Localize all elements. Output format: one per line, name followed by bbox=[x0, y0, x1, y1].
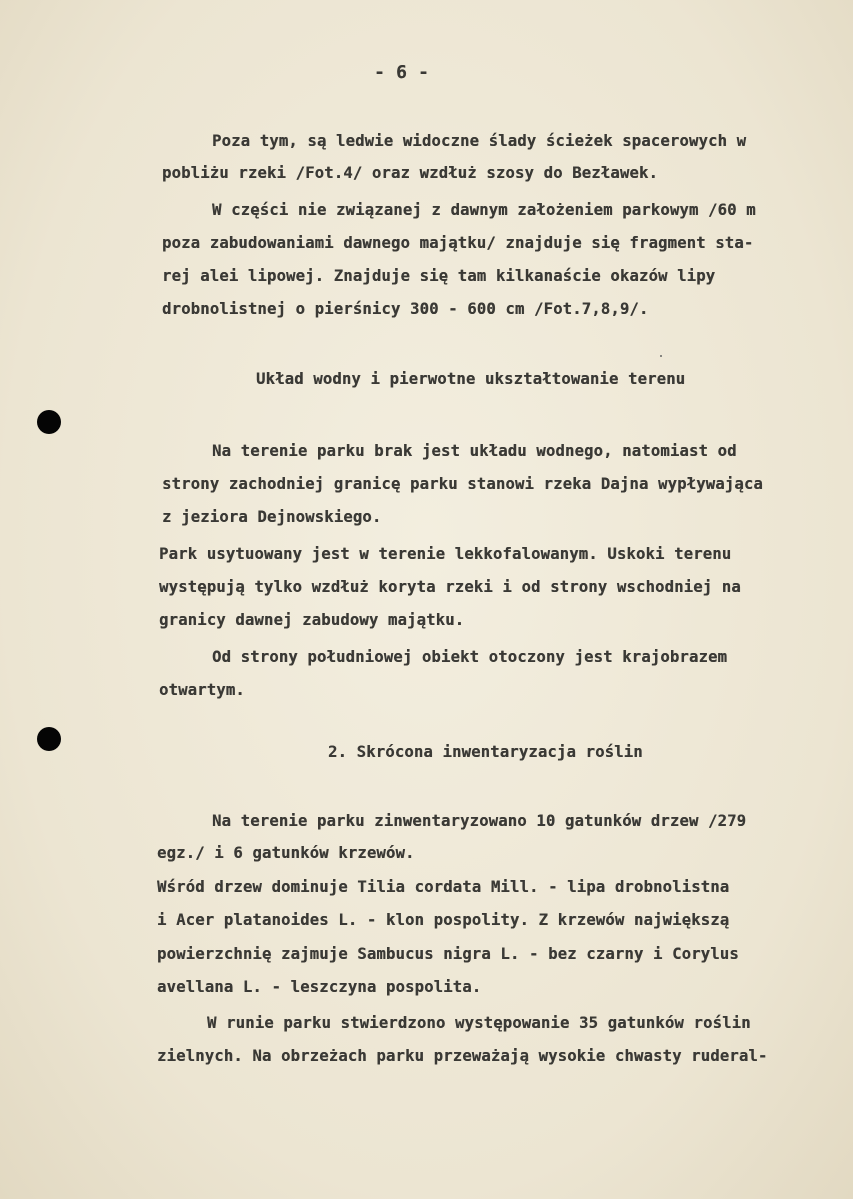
text-line: Poza tym, są ledwie widoczne ślady ścieżek spacerowych w bbox=[212, 132, 747, 150]
text-line: i Acer platanoides L. - klon pospolity. Z krzewów największą bbox=[157, 911, 730, 929]
text-line: drobnolistnej o pierśnicy 300 - 600 cm /Fot.7,8,9/. bbox=[162, 300, 649, 318]
text-line: zielnych. Na obrzeżach parku przeważają wysokie chwasty ruderal- bbox=[157, 1047, 768, 1065]
text-line: W części nie związanej z dawnym założeniem parkowym /60 m bbox=[212, 201, 756, 219]
text-line: z jeziora Dejnowskiego. bbox=[162, 508, 382, 526]
text-line: występują tylko wzdłuż koryta rzeki i od strony wschodniej na bbox=[159, 578, 741, 596]
text-line: poza zabudowaniami dawnego majątku/ znajduje się fragment sta- bbox=[162, 234, 754, 252]
section-heading: Układ wodny i pierwotne ukształtowanie terenu bbox=[256, 370, 686, 388]
text-line: Na terenie parku zinwentaryzowano 10 gatunków drzew /279 bbox=[212, 812, 747, 830]
punch-hole bbox=[37, 410, 61, 434]
page-number: - 6 - bbox=[374, 62, 429, 83]
punch-hole bbox=[37, 727, 61, 751]
text-line: granicy dawnej zabudowy majątku. bbox=[159, 611, 465, 629]
text-line: Wśród drzew dominuje Tilia cordata Mill. - lipa drobnolistna bbox=[157, 878, 730, 896]
text-line: egz./ i 6 gatunków krzewów. bbox=[157, 844, 415, 862]
specks bbox=[660, 355, 662, 357]
text-line: avellana L. - leszczyna pospolita. bbox=[157, 978, 482, 996]
text-line: Park usytuowany jest w terenie lekkofalowanym. Uskoki terenu bbox=[159, 545, 732, 563]
text-line: pobliżu rzeki /Fot.4/ oraz wzdłuż szosy do Bezławek. bbox=[162, 164, 658, 182]
text-line: W runie parku stwierdzono występowanie 35 gatunków roślin bbox=[207, 1014, 751, 1032]
section-heading: 2. Skrócona inwentaryzacja roślin bbox=[328, 743, 643, 761]
text-line: strony zachodniej granicę parku stanowi rzeka Dajna wypływająca bbox=[162, 475, 763, 493]
text-line: Od strony południowej obiekt otoczony jest krajobrazem bbox=[212, 648, 728, 666]
text-line: otwartym. bbox=[159, 681, 245, 699]
text-line: Na terenie parku brak jest układu wodnego, natomiast od bbox=[212, 442, 737, 460]
text-line: powierzchnię zajmuje Sambucus nigra L. - bez czarny i Corylus bbox=[157, 945, 739, 963]
text-line: rej alei lipowej. Znajduje się tam kilkanaście okazów lipy bbox=[162, 267, 716, 285]
